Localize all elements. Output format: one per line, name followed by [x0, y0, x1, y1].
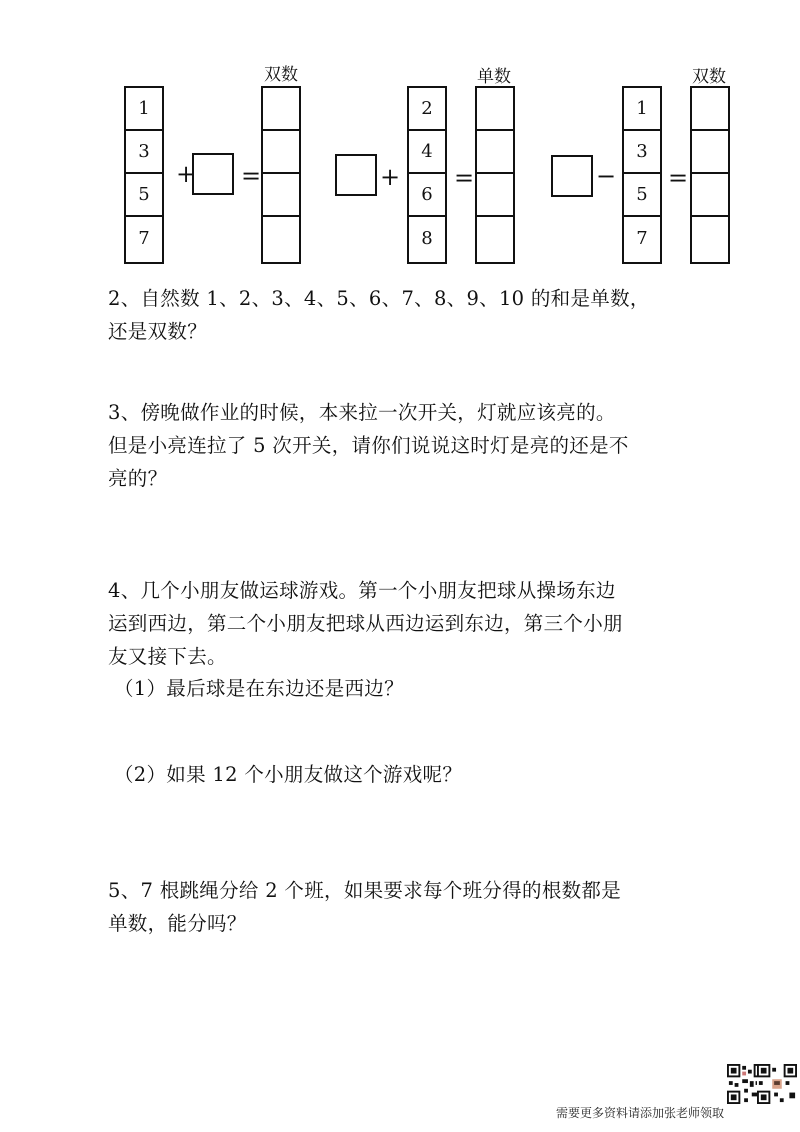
number-column-even	[407, 86, 447, 264]
equals-sign: =	[241, 162, 262, 190]
answer-cell[interactable]	[263, 88, 299, 131]
question-line: 但是小亮连拉了 5 次开关，请你们说说这时灯是亮的还是不	[108, 434, 629, 457]
question-line: 友又接下去。	[108, 645, 227, 668]
column-cell: 6	[409, 174, 445, 217]
column-cell: 8	[421, 228, 433, 249]
answer-cell[interactable]	[692, 88, 728, 131]
question-line: 还是双数？	[108, 320, 208, 343]
column-cell: 2	[409, 88, 445, 131]
column-cell: 7	[138, 228, 150, 249]
answer-cell[interactable]	[692, 131, 728, 174]
answer-column[interactable]	[261, 86, 301, 264]
question-line: （1）最后球是在东边还是西边？	[114, 677, 404, 700]
question-3	[108, 396, 629, 495]
column-cell: 1	[624, 88, 660, 131]
number-column-odd-1	[124, 86, 164, 264]
column-cell: 4	[409, 131, 445, 174]
question-line: 亮的？	[108, 467, 168, 490]
question-line: （2）如果 12 个小朋友做这个游戏呢？	[114, 763, 463, 786]
question-2	[108, 282, 650, 348]
blank-box[interactable]	[335, 154, 377, 196]
column-cell: 3	[624, 131, 660, 174]
label-even-3: 双数	[692, 67, 726, 87]
column-cell: 3	[126, 131, 162, 174]
question-5	[108, 874, 621, 940]
question-line: 5、7 根跳绳分给 2 个班，如果要求每个班分得的根数都是	[108, 879, 622, 902]
label-even-1: 双数	[264, 65, 298, 85]
question-line: 4、几个小朋友做运球游戏。第一个小朋友把球从操场东边	[108, 579, 616, 602]
question-4	[108, 574, 623, 673]
answer-column[interactable]	[475, 86, 515, 264]
column-cell: 5	[624, 174, 660, 217]
footer-note: 需要更多资料请添加张老师领取	[556, 1106, 725, 1120]
answer-cell[interactable]	[692, 217, 728, 260]
answer-cell[interactable]	[263, 174, 299, 217]
column-cell: 7	[636, 228, 648, 249]
question-line: 2、自然数 1、2、3、4、5、6、7、8、9、10 的和是单数，	[108, 287, 650, 310]
number-column-odd-3	[622, 86, 662, 264]
answer-cell[interactable]	[263, 217, 299, 260]
question-line: 3、傍晚做作业的时候，本来拉一次开关，灯就应该亮的。	[108, 401, 616, 424]
label-odd-2: 单数	[477, 67, 511, 87]
blank-box[interactable]	[192, 153, 234, 195]
avatar-qr-icon	[757, 1064, 797, 1104]
question-4-part-1	[114, 672, 404, 705]
minus-sign: −	[596, 162, 617, 190]
blank-box[interactable]	[551, 155, 593, 197]
answer-cell[interactable]	[477, 174, 513, 217]
equals-sign: =	[454, 164, 475, 192]
answer-column[interactable]	[690, 86, 730, 264]
question-4-part-2	[114, 758, 462, 791]
answer-cell[interactable]	[263, 131, 299, 174]
column-cell: 1	[126, 88, 162, 131]
question-line: 单数，能分吗？	[108, 912, 247, 935]
answer-cell[interactable]	[477, 88, 513, 131]
plus-sign: +	[176, 160, 197, 188]
answer-cell[interactable]	[477, 131, 513, 174]
answer-cell[interactable]	[692, 174, 728, 217]
equals-sign: =	[668, 164, 689, 192]
question-line: 运到西边，第二个小朋友把球从西边运到东边，第三个小朋	[108, 612, 623, 635]
plus-sign: +	[380, 163, 401, 191]
column-cell: 5	[126, 174, 162, 217]
answer-cell[interactable]	[477, 217, 513, 260]
